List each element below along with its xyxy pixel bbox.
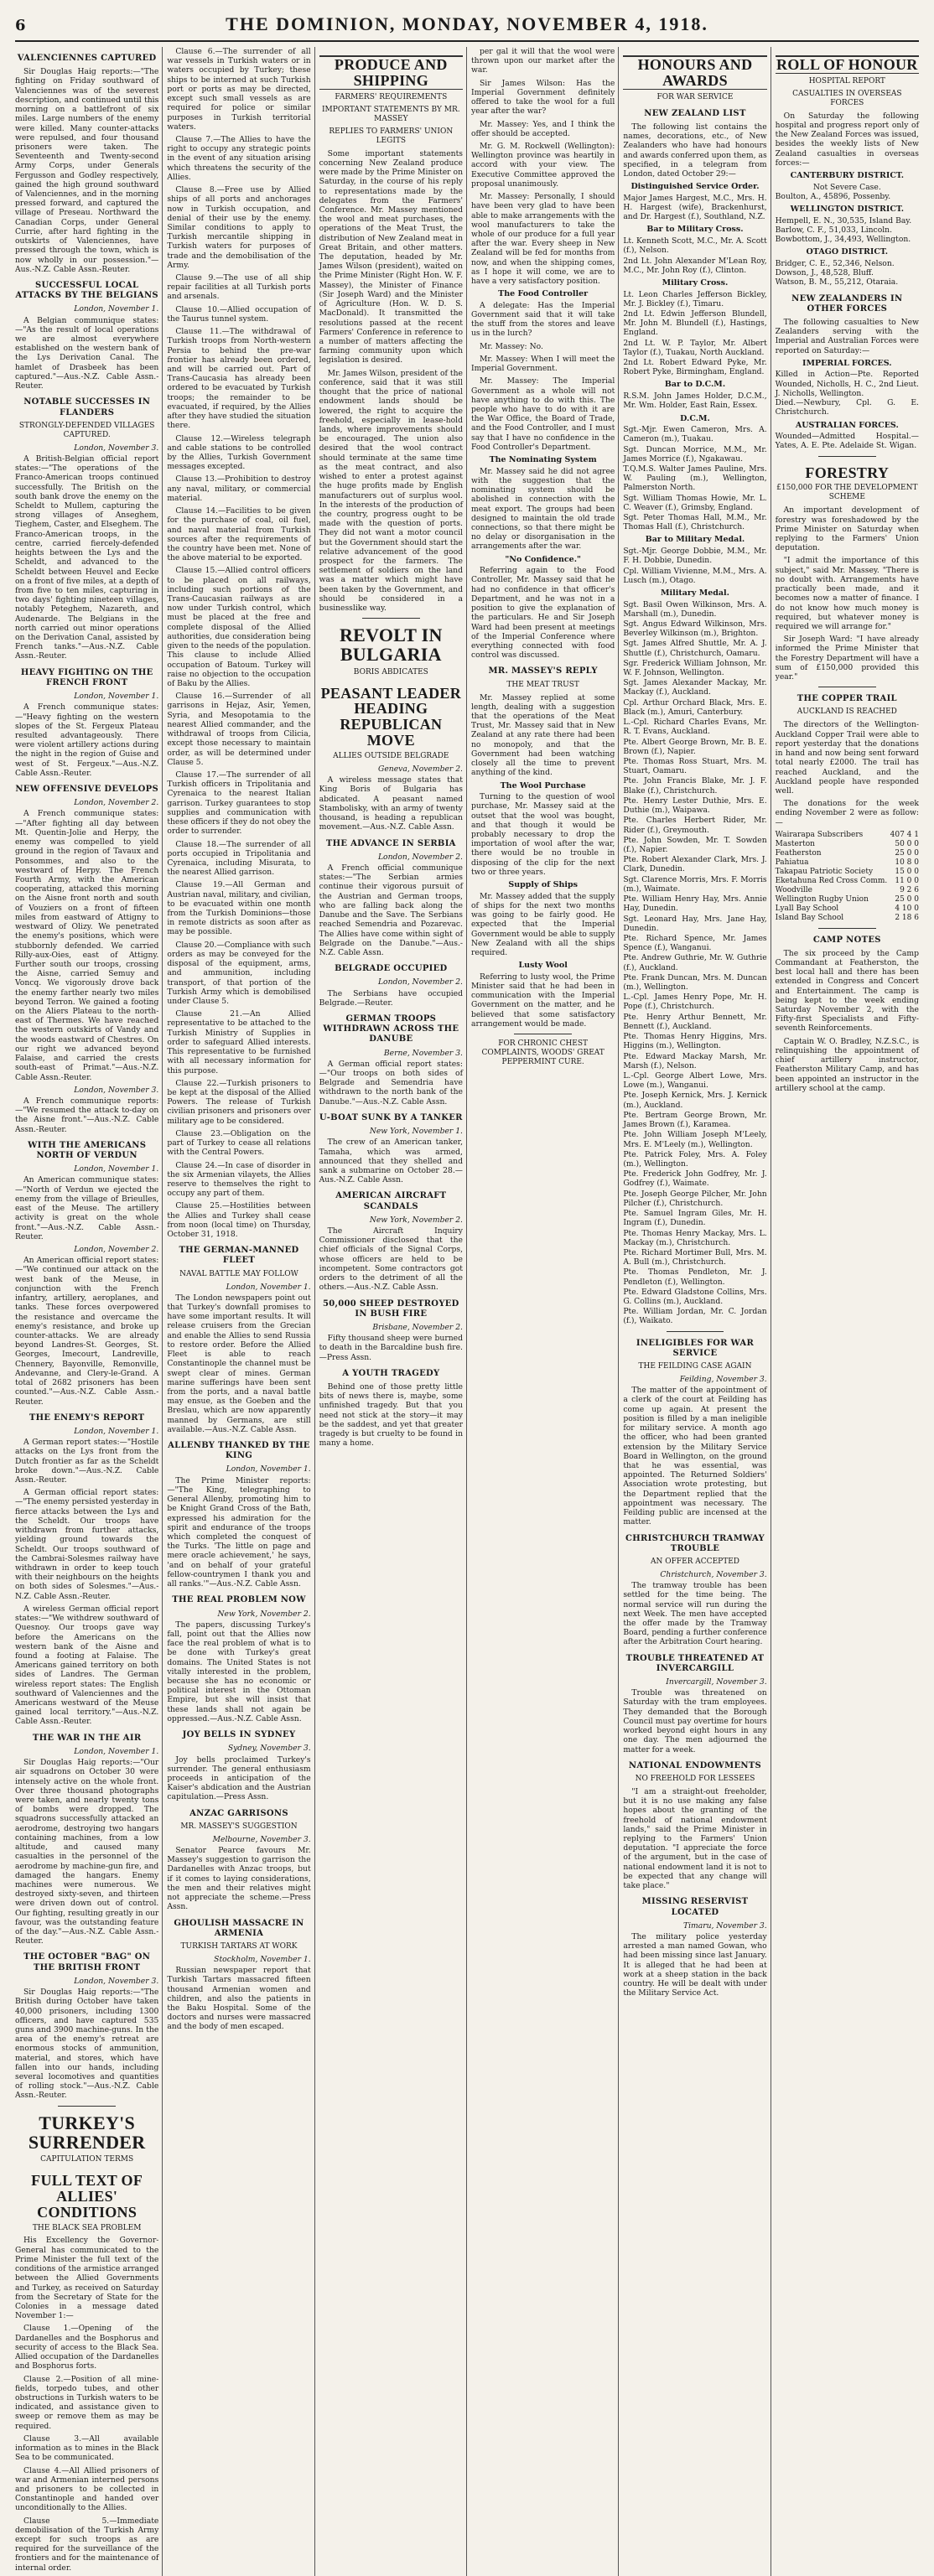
headline: SUCCESSFUL LOCAL ATTACKS BY THE BELGIANS bbox=[15, 281, 158, 301]
article-text: The donations for the week ending November 2 were as follow:— bbox=[775, 799, 919, 827]
article-text: A wireless message states that King Boris of Bulgaria has abdicated. A peasant named Stambolisky, with an army of twenty thousand, is heading a republican movement.—Aus.-N.Z. Cable Assn. bbox=[319, 775, 463, 832]
honour-entry: Pte. Patrick Foley, Mrs. A. Foley (m.), Wellington. bbox=[623, 1149, 767, 1169]
headline: AMERICAN AIRCRAFT SCANDALS bbox=[335, 1191, 447, 1211]
headline: 50,000 SHEEP DESTROYED IN BUSH FIRE bbox=[322, 1298, 459, 1319]
page-number: 6 bbox=[15, 17, 26, 34]
honour-entry: T.Q.M.S. Walter James Pauline, Mrs. W. Pauling (m.), Wellington, Palmerston North. bbox=[623, 464, 767, 493]
article-text: Russian newspaper report that Turkish Tartars massacred fifteen thousand Armenian women and children, and also the patients in the Baku Hospital. Some of the doctors and nurses were massacred and the body of men escaped. bbox=[167, 1966, 311, 2032]
award-heading: Military Medal. bbox=[660, 588, 729, 598]
honour-entry: 2nd Lt. Edwin Jefferson Blundell, Mr. John M. Blundell (f.), Hastings, England. bbox=[623, 308, 767, 338]
subheadline: THE MEAT TRUST bbox=[506, 680, 579, 689]
section-heading: The Wool Purchase bbox=[500, 780, 586, 790]
article-text: The following list contains the names, decorations, etc., of New Zealanders who have had honours and awards conferred upon them, as specified, in a telegram from London, dated October 29:— bbox=[623, 122, 767, 179]
article-text: The directors of the Wellington-Auckland Copper Trail were able to report yesterday that the donations in hand and now being sent forward total nearly £2000. The trail has reached Auckland, and the Auckland people have responded well. bbox=[775, 720, 919, 796]
subheadline: CAPITULATION TERMS bbox=[40, 2154, 134, 2164]
donor-name: Wairarapa Subscribers bbox=[775, 830, 864, 839]
column-3 bbox=[319, 47, 463, 2576]
dateline: London, November 1. bbox=[74, 304, 159, 314]
dateline: London, November 2. bbox=[74, 798, 159, 808]
article-text: "I am a straight-out freeholder, but it is no use making any false hopes about the granting of the freehold of national endowment lands," said the Prime Minister in replying to the Farmers' Union deputation. "I appreciate the force of the argument, but in the case of national endowment land it is not to be expected that any change will take place." bbox=[623, 1786, 767, 1891]
honour-entry: Pte. William Jordan, Mr. C. Jordan (f.), Waikato. bbox=[623, 1307, 767, 1326]
donation-row bbox=[776, 895, 919, 904]
subheadline: NEW ZEALAND LIST bbox=[644, 108, 746, 118]
honour-entry: Pte. John Francis Blake, Mr. J. F. Blake (f.), Christchurch. bbox=[623, 776, 767, 796]
donation-row bbox=[776, 831, 919, 840]
subheadline: FARMERS' REQUIREMENTS bbox=[335, 92, 448, 101]
honour-entry: 2nd Lt. Robert Edward Pyke, Mr. Robert Pyke, Birmingham, England. bbox=[623, 358, 767, 377]
district-heading: WELLINGTON DISTRICT. bbox=[790, 205, 905, 215]
article-text: Mr. James Wilson, president of the conference, said that it was still thought that the price of national endowment lands should be lowered, the right to acquire the freehold, especially in lease-hold lands, where improvements should be encouraged. The union also desired that the wool contract should terminate at the same time as the meat contract, and also wished to enter a protest against the huge profits made by English manufacturers out of surplus wool. In the interests of the production of the country, progress ought to be made with the question of ports. They did not want a motor council but the Government should start the relative advancement of the good prospect for the farmers. The settlement of soldiers on the land was a matter which might have been taken by the Government, and should be considered in a businesslike way. bbox=[319, 368, 463, 614]
headline: HEAVY FIGHTING ON THE FRENCH FRONT bbox=[20, 667, 153, 687]
dateline: New York, November 2. bbox=[217, 1609, 311, 1619]
honour-entry: Pte. Thomas Pendleton, Mr. J. Pendleton (f.), Wellington. bbox=[623, 1267, 767, 1287]
subheadline: AUCKLAND IS REACHED bbox=[796, 707, 897, 717]
article-text: Sir James Wilson: Has the Imperial Government definitely offered to take the wool for a full year after the war? bbox=[470, 78, 615, 117]
article-text: Clause 4.—All Allied prisoners of war and Armenian interned persons and prisoners to be collected in Constantinople and handed over unconditionally to the Allies. bbox=[15, 2465, 159, 2513]
article-text: Clause 13.—Prohibition to destroy any naval, military, or commercial material. bbox=[167, 474, 311, 503]
honour-entry: Pte. Edward Gladstone Collins, Mrs. G. Collins (m.), Auckland. bbox=[623, 1287, 767, 1307]
dateline: Berne, November 3. bbox=[383, 1048, 463, 1058]
masthead bbox=[15, 13, 919, 42]
donation-amount: 15 0 0 bbox=[895, 867, 919, 876]
force-heading: IMPERIAL FORCES. bbox=[802, 358, 892, 368]
headline: VALENCIENNES CAPTURED bbox=[17, 54, 157, 63]
dateline: London, November 1. bbox=[226, 1464, 311, 1475]
casualty-entry: Bowbottom, J., 34,493, Wellington. bbox=[775, 235, 911, 245]
subheadline: THE FEILDING CASE AGAIN bbox=[638, 1362, 752, 1371]
district-heading: OTAGO DISTRICT. bbox=[806, 247, 889, 257]
donation-amount: 4 10 0 bbox=[895, 904, 919, 913]
donation-amount: 11 0 0 bbox=[895, 876, 919, 885]
headline: GERMAN TROOPS WITHDRAWN ACROSS THE DANUBE bbox=[323, 1014, 459, 1044]
headline: INELIGIBLES FOR WAR SERVICE bbox=[636, 1338, 755, 1358]
donation-amount: 9 2 6 bbox=[900, 885, 919, 894]
donation-amount: 2 18 6 bbox=[895, 913, 919, 922]
donation-row bbox=[776, 886, 919, 895]
honour-entry: Pte. Edward Mackay Marsh, Mr. Marsh (f.), Nelson. bbox=[623, 1051, 767, 1070]
headline: TROUBLE THREATENED AT INVERCARGILL bbox=[625, 1653, 765, 1673]
headline: ROLL OF HONOUR bbox=[776, 56, 918, 73]
dateline: Stockholm, November 1. bbox=[214, 1954, 311, 1964]
dateline: Christchurch, November 3. bbox=[660, 1569, 767, 1579]
honour-entry: Pte. Thomas Henry Mackay, Mrs. L. Mackay (m.), Christchurch. bbox=[623, 1228, 767, 1247]
casualty-entry: Bridger, C. E., 52,346, Nelson. bbox=[775, 258, 895, 268]
honour-entry: Sgt.-Mjr. George Dobbie, M.M., Mr. F. H. Dobbie, Dunedin. bbox=[623, 547, 767, 566]
honour-entry: Pte. John Sowden, Mr. T. Sowden (f.), Napier. bbox=[623, 835, 767, 854]
headline: NEW OFFENSIVE DEVELOPS bbox=[15, 785, 158, 795]
honour-entry: Pte. Henry Lester Duthie, Mrs. E. Duthie (m.), Waipawa. bbox=[623, 796, 767, 816]
headline: THE REAL PROBLEM NOW bbox=[172, 1595, 306, 1605]
honour-entry: Sgt. Peter Thomas Hall, M.M., Mr. Thomas Hall (f.), Christchurch. bbox=[623, 513, 767, 532]
honour-entry: R.S.M. John James Holder, D.C.M., Mr. Wm. Holder, East Rain, Essex. bbox=[623, 391, 767, 411]
headline: THE COPPER TRAIL bbox=[796, 694, 897, 704]
honour-entry: Sgt. James Alexander Mackay, Mr. Mackay (f.), Auckland. bbox=[623, 678, 767, 697]
article-text: Turning to the question of wool purchase, Mr. Massey said at the outset that the wool was bought, and that though it would be probably necessary to drop the importation of wool after the war, there would be no trouble in disposing of the clip for the next two or three years. bbox=[470, 792, 615, 877]
article-text: Senator Pearce favours Mr. Massey's suggestion to garrison the Dardanelles with Anzac troops, but if it comes to laying considerations, the men and their relatives might not appreciate the scheme.—Press Assn. bbox=[167, 1846, 311, 1912]
headline: HONOURS AND AWARDS bbox=[623, 55, 766, 90]
article-text: A German official report states:—"Our troops on both sides of Belgrade and Semendria have withdrawn to the north bank of the Danube."—Aus.-N.Z. Cable Assn. bbox=[319, 1059, 463, 1107]
article-text: Clause 23.—Obligation on the part of Turkey to cease all relations with the Central Powers. bbox=[167, 1128, 311, 1158]
donation-row bbox=[776, 849, 919, 858]
district-heading: CANTERBURY DISTRICT. bbox=[790, 171, 905, 181]
headline: CAMP NOTES bbox=[812, 935, 881, 945]
donor-name: Island Bay School bbox=[775, 913, 844, 922]
award-heading: Military Cross. bbox=[662, 277, 729, 288]
award-heading: Bar to D.C.M. bbox=[664, 380, 726, 390]
article-text: Clause 19.—All German and Austrian naval, military, and civilian, to be evacuated within one month from the Turkish Dominions—those in remote districts as soon after as may be possible. bbox=[167, 880, 311, 937]
donor-name: Lyall Bay School bbox=[775, 904, 839, 913]
donation-row bbox=[776, 840, 919, 849]
honour-entry: Pte. William Henry Hay, Mrs. Annie Hay, Dunedin. bbox=[623, 894, 767, 914]
article-text: A wireless German official report states:—"We withdrew southward of Quesnoy. Our troops gave way before the Americans on the western bank of the Aisne and found a footing at Falaise. The Americans gained territory on both sides of Landres. The German wireless report states: The English southward of Valenciennes and the Americans westward of the Meuse gained local territory."—Aus.-N.Z. Cable Assn.-Reuter. bbox=[15, 1604, 159, 1727]
headline: THE WAR IN THE AIR bbox=[32, 1733, 142, 1743]
subheadline: PEASANT LEADER HEADING REPUBLICAN MOVE bbox=[320, 684, 462, 749]
casualty-entry: Died.—Newbury, Cpl. G. E. Christchurch. bbox=[775, 398, 919, 417]
article-text: Sir Douglas Haig reports:—"Our air squadrons on October 30 were intensely active on the whole front. Over three thousand photographs were taken, and nearly twenty tons of bombs were dropped. The squadrons successfully attacked an aerodrome, destroying two hangars containing machines, from a low altitude, and caused many casualties in the personnel of the aerodrome by machine-gun fire, and damaged the hangars. Enemy machines were numerous. We destroyed sixty-seven, and thirteen were driven down out of control. Our fighting, resulting greatly in our favour, was the outstanding feature of the day."—Aus.-N.Z. Cable Assn.-Reuter. bbox=[15, 1758, 159, 1946]
subheadline: THE BLACK SEA PROBLEM bbox=[32, 2223, 142, 2232]
article-text: Sir Douglas Haig reports:—"The fighting on Friday southward of Valenciennes was of the severest description, and continued until this morning on a battlefront of six miles. Large numbers of the enemy were killed. Many counter-attacks were repulsed, and four thousand prisoners were taken. The Seventeenth and Twenty-second Army Corps, under Generals Fergusson and Godley respectively, gained the high ground southward of Valenciennes, and in the morning pressed forward, and captured the village of Preseau. Northward the Canadian Corps, under General Currie, after hard fighting in the outskirts of Valenciennes, have pressed through the town, which is now wholly in our possession."—Aus.-N.Z. Cable Assn.-Reuter. bbox=[15, 67, 159, 274]
headline: WITH THE AMERICANS NORTH OF VERDUN bbox=[28, 1140, 147, 1161]
article-text: A French communique reports:—"We resumed the attack to-day on the Aisne front."—Aus.-N.Z. Cable Assn.-Reuter. bbox=[15, 1096, 159, 1134]
honour-entry: Sgt. Basil Owen Wilkinson, Mrs. A. Marshall (m.), Dunedin. bbox=[623, 599, 767, 619]
honour-entry: Sgt. Leonard Hay, Mrs. Jane Hay, Dunedin. bbox=[623, 914, 767, 933]
article-text: The Serbians have occupied Belgrade.—Reuter. bbox=[319, 988, 463, 1008]
casualty-entry: Hempell, E. N., 30,535, Island Bay. bbox=[775, 215, 912, 225]
subheadline: AN OFFER ACCEPTED bbox=[650, 1557, 739, 1566]
article-text: The military police yesterday arrested a man named Gowan, who had been missing since last January. It is alleged that he had been at work at a sheep station in the back country. He will be dealt with under the Military Service Act. bbox=[623, 1931, 767, 1998]
dateline: London, November 2. bbox=[377, 977, 463, 987]
article-text: Clause 2.—Position of all mine-fields, torpedo tubes, and other obstructions in Turkish waters to be indicated, and assistance given to sweep or remove them as may be required. bbox=[15, 2374, 159, 2431]
honour-entry: Sgt. Duncan Morrice, M.M., Mr. James Morrice (f.), Ngakawau. bbox=[623, 444, 767, 464]
award-heading: D.C.M. bbox=[680, 413, 710, 423]
headline: THE OCTOBER "BAG" ON THE BRITISH FRONT bbox=[23, 1952, 151, 1972]
article-text: Some important statements concerning New Zealand produce were made by the Prime Minister on Saturday, in the course of his reply to representations made by the delegates from the Farmers' Conference. Mr. Massey mentioned the wool and meat purchases, the operations of the Meat Trust, the distribution of New Zealand meat in Great Britain, and other matters. The deputation, headed by Mr. James Wilson (president), waited on the Prime Minister (Right Hon. W. F. Massey), the Minister of Finance (Sir Joseph Ward) and the Minister of Agriculture (Hon. W. D. S. MacDonald). It transmitted the resolutions passed at the recent Farmers' Conference in reference to a number of matters affecting the farming community upon which legislation is desired. bbox=[319, 148, 463, 365]
article-text: Clause 12.—Wireless telegraph and cable stations to be controlled by the Allies, Turkish Government messages excepted. bbox=[167, 433, 311, 472]
honour-entry: Sgt. Angus Edward Wilkinson, Mrs. Beverley Wilkinson (m.), Brighton. bbox=[623, 619, 767, 639]
honour-entry: Pte. Andrew Guthrie, Mr. W. Guthrie (f.), Auckland. bbox=[623, 953, 767, 972]
article-text: The matter of the appointment of a clerk of the court at Feilding has come up again. At present the position is filled by a man ineligible for military service. A month ago the officer, who had been granted extension by the Military Service Board in Wellington, on the ground that he was essential, was appointed. The Returned Soldiers' Association wrote protesting, but the Department replied that the appointment was necessary. The Feilding public are incensed at the matter. bbox=[623, 1386, 767, 1527]
article-text: Clause 22.—Turkish prisoners to be kept at the disposal of the Allied Powers. The release of Turkish civilian prisoners and prisoners over military age to be considered. bbox=[167, 1078, 311, 1126]
headline: THE ENEMY'S REPORT bbox=[29, 1412, 145, 1423]
columns bbox=[15, 47, 919, 2573]
honour-entry: Sgt.-Mjr. Ewen Cameron, Mrs. A. Cameron (m.), Tuakau. bbox=[623, 425, 767, 444]
article-text: The Aircraft Inquiry Commissioner disclosed that the chief officials of the Signal Corps, whose officers are held to be incompetent. Some contractors got orders to the detriment of all the others.—Aus.-N.Z. Cable Assn. bbox=[319, 1226, 463, 1293]
article-text: A British-Belgian official report states:—"The operations of the Franco-American troops continued successfully. The British on the south bank drove the enemy on the Scheldt to Mullem, capturing the strong villages of Anseghem, Tieghem, Caster, and Elseghem. The Franco-American troops, in the centre, carried fiercely-defended heights between the Lys and the Scheldt, and advanced to the Scheldt between Heuvel and Eecke on a front of five miles, at a depth of from five to ten miles, capturing in two days' fighting nineteen villages, notably Peteghem, Nazareth, and Audenarde. The Belgians in the north carried out minor operations on the Derivation Canal, assisted by French tanks."—Aus.-N.Z. Cable Assn.-Reuter. bbox=[15, 454, 159, 661]
award-heading: Distinguished Service Order. bbox=[630, 182, 760, 192]
subheadline: HOSPITAL REPORT bbox=[808, 76, 885, 86]
column-6 bbox=[776, 47, 919, 2576]
honour-entry: Pte. Thomas Henry Higgins, Mrs. Higgins (m.), Wellington. bbox=[623, 1032, 767, 1051]
donation-row bbox=[776, 904, 919, 914]
dateline: Invercargill, November 3. bbox=[666, 1677, 767, 1687]
article-text: Joy bells proclaimed Turkey's surrender. The general enthusiasm proceeds in anticipation of the Kaiser's abdication and the Austrian capitulation.—Press Assn. bbox=[167, 1754, 311, 1802]
headline: ALLENBY THANKED BY THE KING bbox=[168, 1441, 310, 1461]
column-4 bbox=[471, 47, 615, 2576]
dateline: London, November 3. bbox=[74, 1976, 159, 1986]
subheadline: NAVAL BATTLE MAY FOLLOW bbox=[179, 1269, 298, 1278]
article-text: Mr. Massey said he did not agree with the suggestion that the nominating system should be abolished in connection with the meat export. The groups had been designed to maintain the old trade connections, so that there might be no delay or disorganisation in the arrangements after the war. bbox=[470, 466, 615, 552]
section-heading: Supply of Ships bbox=[508, 880, 578, 890]
award-heading: Bar to Military Medal. bbox=[645, 535, 745, 545]
article-text: A German official report states:—"The enemy persisted yesterday in fierce attacks between the Lys and the Scheldt. Our troops have withdrawn from further attacks, yielding ground towards the Scheldt. Our troops southward of the Cambrai-Solesmes railway have withdrawn in order to keep touch with their neighbours on the heights on both sides of Solesmes."—Aus.-N.Z. Cable Assn.-Reuter. bbox=[15, 1488, 159, 1601]
headline: THE GERMAN-MANNED FLEET bbox=[179, 1246, 299, 1266]
honour-entry: Pte. Richard Spence, Mr. James Spence (f.), Wanganui. bbox=[623, 933, 767, 953]
article-text: Mr. Massey replied at some length, dealing with a suggestion that the operations of the Meat Trust, Mr. Massey said that in New Zealand at any rate there had been no monopoly, and that the Government had been watching closely all the time to prevent anything of the kind. bbox=[470, 692, 615, 778]
article-text: The six proceed by the Camp Commandant at Featherston, the best local hall and there has been extended in Congress and Concert and Entertainment. The camp is being kept to the week ending Saturday November 2, with the Fifty-first Specialists and Fifty-seventh Reinforcements. bbox=[775, 948, 919, 1034]
donor-name: Masterton bbox=[775, 839, 815, 848]
donor-name: Featherston bbox=[775, 848, 822, 858]
subheadline: BORIS ABDICATES bbox=[353, 667, 428, 676]
donations-table bbox=[776, 831, 919, 923]
article-text: An American official report states:—"We continued our attack on the west bank of the Meuse, in conjunction with the French infantry, artillery, aeroplanes, and tanks. These forces overpowered the resistance and overcame the enemy's resistance, and broke up counter-attacks. We are already beyond Landres-St. Georges, St. Georges, Imecourt, Landreville, Chennery, Bayonville, Remonville, Andevanne, and Clery-le-Grand. A total of 2682 prisoners has been counted."—Aus.-N.Z. Cable Assn.-Reuter. bbox=[15, 1256, 159, 1407]
dateline: Melbourne, November 3. bbox=[212, 1834, 311, 1844]
honour-entry: Sgt. William Thomas Howie, Mr. L. C. Weaver (f.), Grimsby, England. bbox=[623, 493, 767, 512]
headline: GHOULISH MASSACRE IN ARMENIA bbox=[174, 1918, 304, 1938]
article-text: "I admit the importance of this subject," said Mr. Massey. "There is no doubt with. Arrangements have practically been made, and it becomes now a matter of finance. I do not know how much money is required, but whatever money is required we will arrange for." bbox=[775, 556, 919, 631]
article-text: Clause 8.—Free use by Allied ships of all ports and anchorages now in Turkish occupation, and denial of their use by the enemy. Similar conditions to apply to Turkish mercantile shipping in Turkish waters for purposes of trade and the demobilisation of the Army. bbox=[167, 185, 311, 270]
honour-entry: Sgr. Frederick William Johnson, Mr. W. F. Johnson, Wellington. bbox=[623, 658, 767, 678]
article-text: Mr. Massey: No. bbox=[479, 341, 543, 351]
honour-entry: Pte. Frank Duncan, Mrs. M. Duncan (m.), Wellington. bbox=[623, 972, 767, 993]
column-2 bbox=[167, 47, 310, 2576]
donation-amount: 25 0 0 bbox=[895, 848, 919, 858]
article-text: Clause 6.—The surrender of all war vessels in Turkish waters or in waters occupied by Turkey; these ships to be interned at such Turkish port or ports as may be directed, except such small vessels as are required for police or similar purposes in Turkish territorial waters. bbox=[167, 47, 311, 132]
article-text: Sir Joseph Ward: "I have already informed the Prime Minister that the Forestry Department will have a sum of £150,000 provided this year." bbox=[775, 635, 919, 682]
article-text: Fifty thousand sheep were burned to death in the Barcaldine bush fire.—Press Assn. bbox=[319, 1334, 463, 1362]
donation-amount: 10 8 0 bbox=[895, 858, 919, 867]
article-text: A French official communique states:—"The Serbian armies continue their vigorous pursuit of the Austrian and German troops, who are falling back along the Danube and the Save. The Serbians reached Semendria and Pozarevac. The Allies have come within sight of Belgrade on the Danube."—Aus.-N.Z. Cable Assn. bbox=[319, 863, 463, 957]
donation-amount: 25 0 0 bbox=[895, 894, 919, 904]
honour-entry: Pte. Samuel Ingram Giles, Mr. H. Ingram (f.), Dunedin. bbox=[623, 1209, 767, 1228]
casualty-entry: Watson, B. M., 55,212, Otaraia. bbox=[775, 277, 899, 288]
casualty-entry: Barlow, C. F., 51,033, Lincoln. bbox=[775, 225, 893, 235]
article-text: A Belgian communique states:—"As the result of local operations we are almost everywhere established on the western bank of the Lys Derivation Canal. The hamlet of Drasbeek has been captured."—Aus.-N.Z. Cable Assn.-Reuter. bbox=[15, 315, 159, 391]
advertisement: FOR CHRONIC CHEST COMPLAINTS, WOODS' GREAT PEPPERMINT CURE. bbox=[481, 1039, 605, 1067]
article-text: The Prime Minister reports:—"The King, telegraphing to General Allenby, promoting him to be Knight Grand Cross of the Bath, expressed his admiration for the spirit and endurance of the troops which completed the conquest of the Turks. 'The little on page and mere oracle achievement,' he says, 'and on behalf of your grateful fellow-countrymen I thank you and all ranks.'"—Aus.-N.Z. Cable Assn. bbox=[167, 1475, 311, 1589]
article-text: Mr. Massey added that the supply of ships for the next two months was going to be fairly good. He expected that the Imperial Government would be able to supply New Zealand with all the ships required. bbox=[470, 891, 615, 957]
article-text: A French communique states:—"Heavy fighting on the western slopes of the St. Fergeux Plateau resulted advantageously. There were violent artillery actions during the night in the region of Guise and west of St. Fergeux."—Aus.-N.Z. Cable Assn.-Reuter. bbox=[15, 702, 159, 778]
article-text: Clause 20.—Compliance with such orders as may be conveyed for the disposal of the equipment, arms, and ammunition, including transport, of that portion of the Turkish Army which is demobilised under Clause 5. bbox=[167, 940, 311, 1006]
award-heading: Bar to Military Cross. bbox=[646, 225, 744, 235]
article-text: The crew of an American tanker, Tamaha, which was armed, announced that they shelled and sank a submarine on October 28.—Aus.-N.Z. Cable Assn. bbox=[319, 1138, 463, 1185]
dateline: Timaru, November 3. bbox=[682, 1920, 767, 1931]
article-text: Captain W. O. Bradley, N.Z.S.C., is relinquishing the appointment of chief artillery instructor, Featherston Military Camp, and has been appointed an instructor in the artillery school at the camp. bbox=[775, 1036, 919, 1093]
headline: NOTABLE SUCCESSES IN FLANDERS bbox=[23, 397, 151, 417]
honour-entry: Lt. Kenneth Scott, M.C., Mr. A. Scott (f.), Nelson. bbox=[623, 236, 767, 256]
honour-entry: Pte. Thomas Ross Stuart, Mrs. M. Stuart, Oamaru. bbox=[623, 757, 767, 776]
headline: NATIONAL ENDOWMENTS bbox=[628, 1760, 762, 1770]
dateline: London, November 2. bbox=[74, 1245, 159, 1254]
donor-name: Wellington Rugby Union bbox=[775, 894, 869, 904]
subheadline: TURKISH TARTARS AT WORK bbox=[180, 1941, 298, 1951]
dateline: Sydney, November 3. bbox=[227, 1744, 311, 1754]
honour-entry: Pte. Bertram George Brown, Mr. James Brown (f.), Karamea. bbox=[623, 1110, 767, 1130]
headline: JOY BELLS IN SYDNEY bbox=[182, 1730, 296, 1740]
article-text: A delegate: Has the Imperial Government said that it will take the stuff from the stores and leave us in the lurch? bbox=[470, 300, 615, 339]
donation-row bbox=[776, 868, 919, 877]
article-text: Clause 17.—The surrender of all Turkish officers in Tripolitania and Cyrenaica to the nearest Italian garrison. Turkey guarantees to stop supplies and communication with these officers if they do not obey the order to surrender. bbox=[167, 770, 311, 837]
article-text: Mr. Massey: Yes, and I think the offer should be accepted. bbox=[470, 119, 615, 138]
article-text: Trouble was threatened on Saturday with the tram employees. They demanded that the Borough Council must pay overtime for hours worked beyond eight hours in any one day. The men adjourned the matter for a week. bbox=[623, 1688, 767, 1754]
article-text: Clause 1.—Opening of the Dardanelles and the Bosphorus and security of access to the Black Sea. Allied occupation of the Dardanelles and Bosphorus forts. bbox=[15, 2324, 159, 2371]
headline: U-BOAT SUNK BY A TANKER bbox=[319, 1112, 463, 1122]
subheadline: IMPORTANT STATEMENTS BY MR. MASSEY bbox=[322, 105, 460, 123]
article-text: The papers, discussing Turkey's fall, point out that the Allies now face the real problem of what is to be done with Turkey's great domains. The United States is not vitally interested in the problem, because she has no economic or political interest in the Ottoman Empire, but she will insist that these lands shall not again be oppressed.—Aus.-N.Z. Cable Assn. bbox=[167, 1620, 311, 1723]
article-text: A German report states:—"Hostile attacks on the Lys front from the Dutch frontier as far as the Scheldt broke down."—Aus.-N.Z. Cable Assn.-Reuter. bbox=[15, 1438, 159, 1485]
casualty-note: Not Severe Case. bbox=[812, 182, 881, 192]
donor-name: Takapau Patriotic Society bbox=[775, 867, 874, 876]
donor-name: Woodville bbox=[775, 885, 812, 894]
article-text: Mr. Massey: The Imperial Government as a whole will not have anything to do with this. The people who have to do with it are the War Office, the Board of Trade, and the Food Controller, and I must say that I have no confidence in the Food Controller's Department. bbox=[470, 376, 615, 452]
dateline: London, November 1. bbox=[226, 1282, 311, 1292]
subheadline: STRONGLY-DEFENDED VILLAGES CAPTURED. bbox=[18, 421, 155, 439]
article-text: per gal it will that the wool were thrown upon our market after the war. bbox=[470, 47, 615, 75]
subheadline: FOR WAR SERVICE bbox=[656, 92, 734, 101]
honour-entry: Pte. Joseph Kernick, Mrs. J. Kernick (m.), Auckland. bbox=[623, 1091, 767, 1110]
headline: PRODUCE AND SHIPPING bbox=[319, 55, 463, 90]
subheadline: MR. MASSEY'S SUGGESTION bbox=[180, 1822, 298, 1831]
honour-entry: Pte. Henry Arthur Bennett, Mr. Bennett (f.), Auckland. bbox=[623, 1012, 767, 1031]
headline: REVOLT IN BULGARIA bbox=[339, 625, 443, 666]
article-text: His Excellency the Governor-General has communicated to the Prime Minister the full text of the conditions of the armistice arranged between the Allied Governments and Turkey, as received on Saturday from the Secretary of State for the Colonies in a message dated November 1:— bbox=[15, 2236, 159, 2321]
subheadline: £150,000 FOR THE DEVELOPMENT SCHEME bbox=[776, 484, 918, 502]
donor-name: Eketahuna Red Cross Comm. bbox=[775, 876, 888, 885]
honour-entry: Pte. Robert Alexander Clark, Mrs. J. Clark, Dunedin. bbox=[623, 855, 767, 874]
honour-entry: 2nd Lt. John Alexander M'Lean Roy, M.C., Mr. John Roy (f.), Clinton. bbox=[623, 256, 767, 275]
dateline: New York, November 2. bbox=[369, 1215, 463, 1225]
honour-entry: Pte. Richard Mortimer Bull, Mrs. M. A. Bull (m.), Christchurch. bbox=[623, 1247, 767, 1267]
honour-entry: Cpl. William Vivienne, M.M., Mrs. A. Lusch (m.), Otago. bbox=[623, 566, 767, 585]
article-text: Behind one of those pretty little bits of news there is, maybe, some unfinished tragedy. But that you need not stick at the story—it may be the saddest, and yet that greater tragedy is but cruelty to be found in many a home. bbox=[319, 1381, 463, 1449]
dateline: London, November 3. bbox=[74, 443, 159, 453]
dateline: London, November 1. bbox=[74, 1426, 159, 1436]
section-heading: "No Confidence." bbox=[505, 554, 581, 564]
newspaper-title: THE DOMINION, MONDAY, NOVEMBER 4, 1918. bbox=[226, 13, 708, 34]
honour-entry: Pte. John William Joseph M'Leely, Mrs. E. M'Leely (m.), Wellington. bbox=[623, 1130, 767, 1149]
casualty-entry: Killed in Action—Pte. Reported Wounded, Nicholls, H. C., 2nd Lieut. J. Nicholls, Wellington. bbox=[775, 370, 919, 398]
article-text: Mr. G. M. Rockwell (Wellington): Wellington province was heartily in accord with your view. The Executive Committee approved the proposal unanimously. bbox=[470, 141, 615, 189]
casualty-entry: Wounded—Admitted Hospital.—Yates, A. E. Pte. Adelaide St. Wigan. bbox=[775, 432, 919, 451]
headline: THE ADVANCE IN SERBIA bbox=[325, 838, 456, 848]
article-text: Clause 10.—Allied occupation of the Taurus tunnel system. bbox=[167, 304, 311, 324]
honour-entry: L.-Cpl. Richard Charles Evans, Mr. R. T. Evans, Auckland. bbox=[623, 718, 767, 737]
article-text: Clause 15.—Allied control officers to be placed on all railways, including such portions of the Trans-Caucasian railways as are now under Turkish control, which must be placed at the free and complete disposal of the Allied authorities, due consideration being given to the needs of the population. This clause to include Allied occupation of Batoum. Turkey will raise no objection to the occupation of Baku by the Allies. bbox=[167, 566, 311, 688]
donation-amount: 50 0 0 bbox=[895, 839, 919, 848]
article-text: Clause 18.—The surrender of all ports occupied in Tripolitania and Cyrenaica, including Misurata, to the nearest Allied garrison. bbox=[167, 839, 311, 878]
casualty-entry: Boulton, A., 45896, Possenby. bbox=[775, 191, 891, 201]
article-text: The London newspapers point out that Turkey's downfall promises to have some important results. It will release cruisers from the Grecian and enable the Allies to send Russia to restore order. Before the Allied Fleet is able to reach Constantinople the channel must be swept clear of mines. German marine sufferings have been sent from the ports, and a naval battle may ensue, as the Goeben and the Breslau, which are now apparently manned by Germans, are still available.—Aus.-N.Z. Cable Assn. bbox=[167, 1293, 311, 1434]
section-heading: Lusty Wool bbox=[518, 961, 568, 971]
dateline: Feilding, November 3. bbox=[679, 1375, 767, 1385]
section-heading: The Nominating System bbox=[489, 455, 597, 465]
article-text: Referring again to the Food Controller, Mr. Massey said that he had no confidence in that officer's Department, and he was not in a position to give the explanation of the particulars. He and Sir Joseph Ward had been present at meetings of the Imperial Conference where everything connected with food control was discussed. bbox=[470, 566, 615, 661]
dateline: London, November 2. bbox=[377, 852, 463, 862]
honour-entry: Pte. Albert George Brown, Mr. B. E. Brown (f.), Napier. bbox=[623, 737, 767, 756]
headline: CHRISTCHURCH TRAMWAY TROUBLE bbox=[625, 1533, 765, 1553]
article-text: Mr. Massey: Personally, I should have been very glad to have been able to make arrangements with the wool manufacturers to take the whole of our produce for a full year after the war. Every sheep in New Zealand will be fed for months from now, and when the shipping comes, as I hope it will come, we are to have a very satisfactory position. bbox=[470, 192, 615, 287]
honour-entry: L.-Cpl. James Henry Pope, Mr. H. Pope (f.), Christchurch. bbox=[623, 993, 767, 1012]
article-text: An important development of forestry was foreshadowed by the Prime Minister on Saturday when replying to the Farmers' Union deputation. bbox=[775, 505, 919, 553]
casualty-entry: Dowson, J., 48,528, Bluff. bbox=[775, 268, 874, 278]
article-text: Clause 11.—The withdrawal of Turkish troops from North-western Persia to behind the pre-war frontier has already been ordered, and will be carried out. Part of Trans-Caucasia has already been ordered to be evacuated by Turkish troops; the remainder to be evacuated, if required, by the Allies after they have studied the situation there. bbox=[167, 327, 311, 431]
dateline: London, November 1. bbox=[74, 1164, 159, 1174]
honour-entry: Pte. Joseph George Pilcher, Mr. John Pilcher (f.), Christchurch. bbox=[623, 1189, 767, 1208]
honour-entry: Lt. Leon Charles Jefferson Bickley, Mr. J. Bickley (f.), Timaru. bbox=[623, 289, 767, 308]
headline: TURKEY'S SURRENDER bbox=[28, 2112, 146, 2153]
honour-entry: Major James Hargest, M.C., Mrs. H. H. Hargest (wife), Brackenhurst, and Dr. Hargest (f.), Southland, N.Z. bbox=[623, 193, 767, 222]
article-text: A French communique states:—"After fighting all day between Mt. Quentin-Jolie and Herpy, the enemy was compelled to yield ground in the region of Tavaux and Ponsommes, and also to the westward of Herpy. The French Fourth Army, with the American cooperating, attacked this morning on the Aisne front north and south of Vouziers on a front of fifteen miles from eastward of Attigny to westward of Olizy. We penetrated the enemy's positions, which were stubbornly defended. We carried Rilly-aux-Oies, east of Attigny. Further south our troops, crossing the Aisne, carried Semuy and Voncq. We vigorously drove back the enemy farther nearly two miles beyond Terron. We gained a footing on the Aliers Plateau to the north-east of Thermes. We have reached the western outskirts of Vandy and the woods eastward of Chestres. On our right we advanced beyond Falaise, and carried the crests south-east of Primat."—Aus.-N.Z. Cable Assn.-Reuter. bbox=[15, 809, 159, 1082]
article-text: Sir Douglas Haig reports:—"The British during October have taken 40,000 prisoners, including 1300 officers, and have captured 535 guns and 3900 machine-guns. In the area of the enemy's retreat are enormous stocks of ammunition, material, and stores, which have fallen into our hands, including several locomotives and quantities of rolling stock."—Aus.-N.Z. Cable Assn.-Reuter. bbox=[15, 1988, 159, 2101]
headline: MISSING RESERVIST LOCATED bbox=[641, 1897, 749, 1917]
column-5 bbox=[623, 47, 766, 2576]
article-text: Clause 9.—The use of all ship repair facilities at all Turkish ports and arsenals. bbox=[167, 273, 311, 302]
subheadline: REPLIES TO FARMERS' UNION LEGITS bbox=[329, 127, 454, 145]
article-text: Clause 5.—Immediate demobilisation of the Turkish Army except for such troops as are required for the surveillance of the frontiers and for the maintenance of internal order. bbox=[15, 2516, 159, 2573]
dateline: London, November 1. bbox=[74, 692, 159, 702]
headline: FORESTRY bbox=[805, 464, 890, 481]
headline: MR. MASSEY'S REPLY bbox=[488, 666, 598, 676]
subheadline: ALLIES OUTSIDE BELGRADE bbox=[333, 752, 449, 761]
article-text: Clause 7.—The Allies to have the right to occupy any strategic points in the event of any situation arising which threatens the security of the Allies. bbox=[167, 134, 311, 182]
donation-row bbox=[776, 877, 919, 886]
honour-entry: Cpl. Arthur Orchard Black, Mrs. E. Black (m.), Amuri, Canterbury. bbox=[623, 697, 767, 717]
dateline: London, November 1. bbox=[74, 1746, 159, 1756]
article-text: The following casualties to New Zealanders serving with the Imperial and Australian Forces were reported on Saturday:— bbox=[775, 317, 919, 355]
subheadline: CASUALTIES IN OVERSEAS FORCES bbox=[792, 89, 902, 107]
subheadline: NO FREEHOLD FOR LESSEES bbox=[635, 1774, 755, 1783]
article-text: Clause 14.—Facilities to be given for the purchase of coal, oil fuel, and naval material from Turkish sources after the requirements of the country have been met. None of the above material to be exported. bbox=[167, 506, 311, 563]
donor-name: Pahiatua bbox=[775, 858, 809, 867]
subheadline: FULL TEXT OF ALLIES' CONDITIONS bbox=[31, 2171, 143, 2221]
donation-row bbox=[776, 858, 919, 868]
honour-entry: L.-Cpl. George Albert Lowe, Mrs. Lowe (m.), Wanganui. bbox=[623, 1071, 767, 1091]
headline: A YOUTH TRAGEDY bbox=[342, 1368, 440, 1378]
article-text: Clause 24.—In case of disorder in the six Armenian vilayets, the Allies reserve to themselves the right to occupy any part of them. bbox=[167, 1160, 311, 1199]
article-text: On Saturday the following hospital and progress report only of the New Zealand Forces was issued, besides the weekly lists of New Zealand casualties in overseas forces:— bbox=[775, 111, 919, 168]
honour-entry: Pte. Frederick John Godfrey, Mr. J. Godfrey (f.), Waimate. bbox=[623, 1169, 767, 1189]
dateline: Geneva, November 2. bbox=[378, 765, 463, 775]
article-text: An American communique states:—"North of Verdun we ejected the enemy from the village of Brieulles, east of the Meuse. The artillery activity is great on the whole front."—Aus.-N.Z. Cable Assn.-Reuter. bbox=[15, 1175, 159, 1241]
headline: ANZAC GARRISONS bbox=[189, 1808, 288, 1818]
headline: NEW ZEALANDERS IN OTHER FORCES bbox=[791, 293, 903, 314]
honour-entry: 2nd Lt. W. P. Taylor, Mr. Albert Taylor (f.), Tuakau, North Auckland. bbox=[623, 338, 767, 357]
article-text: Clause 3.—All available information as to mines in the Black Sea to be communicated. bbox=[15, 2433, 159, 2463]
article-text: Clause 16.—Surrender of all garrisons in Hejaz, Asir, Yemen, Syria, and Mesopotamia to the nearest Allied commander, and the withdrawal of troops from Cilicia, except those necessary to maintain order, as will be determined under Clause 5. bbox=[167, 692, 311, 767]
honour-entry: Sgt. James Alfred Shuttle, Mr. A. J. Shuttle (f.), Christchurch, Oamaru. bbox=[623, 639, 767, 658]
donation-row bbox=[776, 914, 919, 923]
column-1 bbox=[15, 47, 158, 2576]
donation-amount: 407 4 1 bbox=[890, 830, 919, 839]
article-text: Clause 25.—Hostilities between the Allies and Turkey shall cease from noon (local time) on Thursday, October 31, 1918. bbox=[167, 1201, 311, 1240]
section-heading: The Food Controller bbox=[498, 289, 589, 299]
article-text: The tramway trouble has been settled for the time being. The normal service will run during the next Week. The men have accepted the offer made by the Tramway Board, pending a further conference after the Arbitration Court hearing. bbox=[623, 1581, 767, 1647]
dateline: Brisbane, November 2. bbox=[372, 1322, 463, 1332]
honour-entry: Pte. Charles Herbert Rider, Mr. Rider (f.), Greymouth. bbox=[623, 816, 767, 835]
article-text: Clause 21.—An Allied representative to be attached to the Turkish Ministry of Supplies in order to safeguard Allied interests. This representative to be furnished with all necessary information for this purpose. bbox=[167, 1009, 311, 1075]
force-heading: AUSTRALIAN FORCES. bbox=[795, 420, 899, 430]
article-text: Referring to lusty wool, the Prime Minister said that he had been in communication with the Imperial Government on the matter, and he believed that some satisfactory arrangement would be made. bbox=[470, 972, 615, 1029]
headline: BELGRADE OCCUPIED bbox=[335, 964, 448, 974]
dateline: New York, November 1. bbox=[369, 1127, 463, 1137]
honour-entry: Sgt. Clarence Morris, Mrs. F. Morris (m.), Waimate. bbox=[623, 874, 767, 894]
dateline: London, November 3. bbox=[74, 1085, 159, 1095]
article-text: Mr. Massey: When I will meet the Imperial Government. bbox=[470, 354, 615, 374]
